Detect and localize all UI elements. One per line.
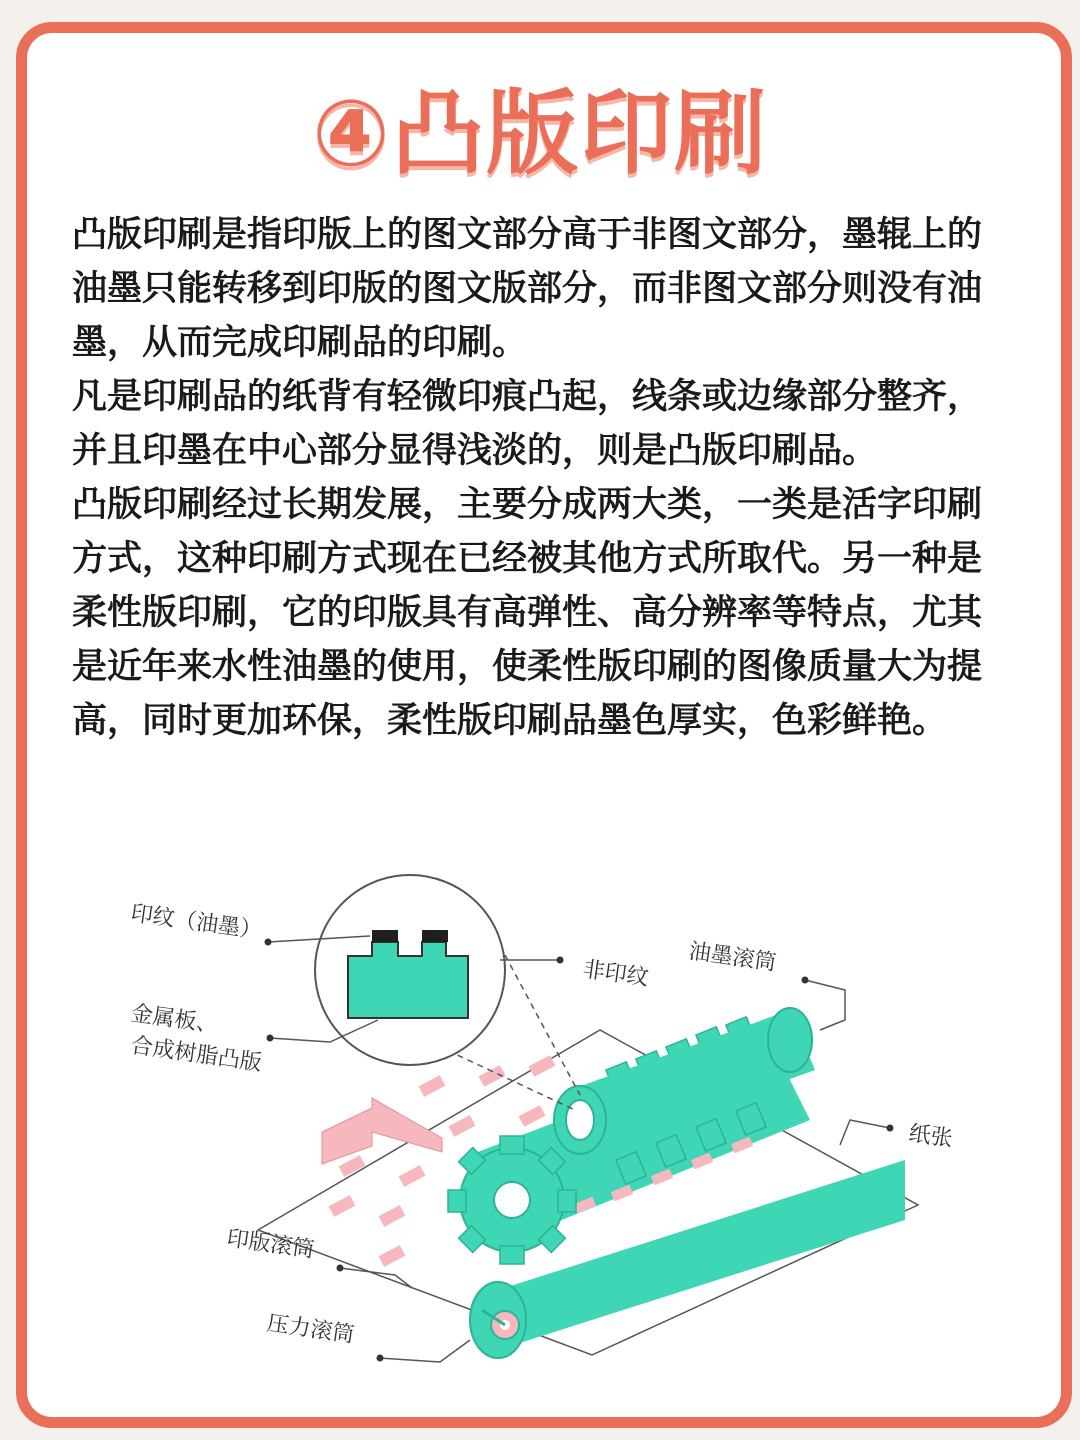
letterpress-diagram	[0, 870, 1080, 1390]
label-pressure-roller: 压力滚筒	[265, 1311, 356, 1349]
label-ink-roller: 油墨滚筒	[687, 939, 778, 977]
label-plate-cylinder: 印版滚筒	[225, 1226, 316, 1264]
body-text	[72, 208, 1012, 748]
label-ink-pattern: 印纹（油墨）	[129, 901, 264, 945]
label-paper: 纸张	[907, 1121, 955, 1153]
label-metal-plate-2: 合成树脂凸版	[129, 1033, 264, 1077]
paragraph-2: 凡是印刷品的纸背有轻微印痕凸起，线条或边缘部分整齐，并且印墨在中心部分显得浅淡的，则是凸版印刷品。	[72, 377, 983, 471]
label-non-print: 非印纹	[581, 957, 651, 992]
paragraph-3: 凸版印刷经过长期发展，主要分成两大类，一类是活字印刷方式，这种印刷方式现在已经被其他方式所取代。另一种是柔性版印刷，它的印版具有高弹性、高分辨率等特点，尤其是近年来水性油墨的使用，使柔性版印刷的图像质量大为提高，同时更加环保，柔性版印刷品墨色厚实，色彩鲜艳。	[72, 485, 983, 741]
paragraph-1: 凸版印刷是指印版上的图文部分高于非图文部分，墨辊上的油墨只能转移到印版的图文版部分，而非图文部分则没有油墨，从而完成印刷品的印刷。	[72, 215, 983, 363]
label-metal-plate-1: 金属板、	[129, 1001, 220, 1039]
page-title: ④凸版印刷	[312, 80, 768, 187]
